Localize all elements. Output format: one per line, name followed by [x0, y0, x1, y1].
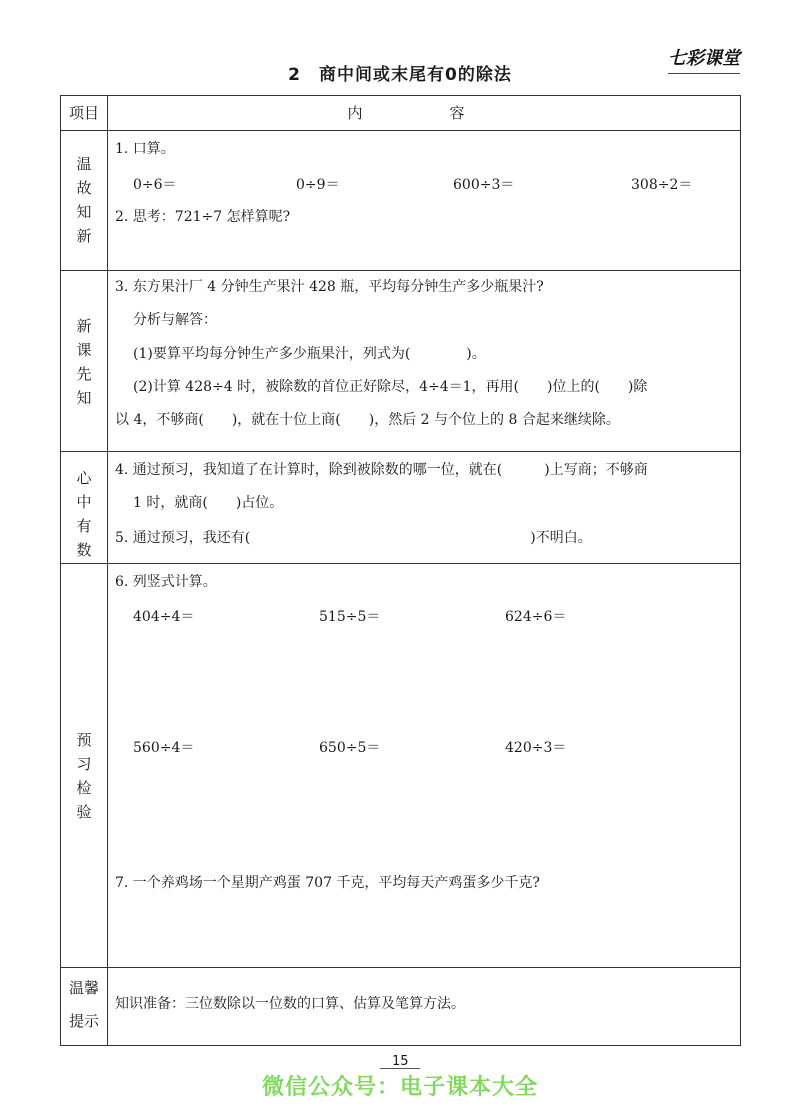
- calc-404: 404÷4＝: [133, 609, 195, 625]
- p2-line2: 以 4，不够商( )，就在十位上商( )，然后 2 与个位上的 8 合起来继续除。: [115, 412, 620, 428]
- page-number: 15: [392, 1054, 409, 1069]
- calc-4: 308÷2＝: [631, 177, 693, 193]
- p1-text: (1)要算平均每分钟生产多少瓶果汁，列式为( )。: [133, 346, 486, 362]
- p2-line1: (2)计算 428÷4 时，被除数的首位正好除尽，4÷4＝1，再用( )位上的( )除: [133, 379, 648, 395]
- calc-420: 420÷3＝: [505, 740, 567, 756]
- q7-text: 7. 一个养鸡场一个星期产鸡蛋 707 千克，平均每天产鸡蛋多少千克?: [115, 875, 540, 891]
- page-title: 2 商中间或末尾有0的除法: [288, 65, 512, 85]
- calc-624: 624÷6＝: [505, 609, 567, 625]
- q6-text: 6. 列竖式计算。: [115, 574, 217, 590]
- q1-text: 1. 口算。: [115, 141, 175, 157]
- header-item: 项目: [68, 104, 99, 122]
- calc-3: 600÷3＝: [453, 177, 515, 193]
- q5-text: 5. 通过预习，我还有( )不明白。: [115, 530, 592, 546]
- q4-line2: 1 时，就商( )占位。: [133, 495, 284, 511]
- label-review: 温 故 知 新: [76, 155, 92, 245]
- label-mind: 心 中 有 数: [76, 469, 92, 559]
- analysis-label: 分析与解答：: [133, 312, 217, 328]
- calc-1: 0÷6＝: [133, 177, 177, 193]
- label-preview: 新 课 先 知: [76, 317, 92, 407]
- label-tip-2: 提示: [68, 1012, 99, 1030]
- calc-650: 650÷5＝: [319, 740, 381, 756]
- q2-text: 2. 思考：721÷7 怎样算呢?: [115, 209, 291, 225]
- calc-560: 560÷4＝: [133, 740, 195, 756]
- calc-515: 515÷5＝: [319, 609, 381, 625]
- tip-text: 知识准备：三位数除以一位数的口算、估算及笔算方法。: [115, 996, 465, 1012]
- header-content: 内 容: [347, 104, 501, 122]
- q3-text: 3. 东方果汁厂 4 分钟生产果汁 428 瓶，平均每分钟生产多少瓶果汁?: [115, 279, 544, 295]
- calc-2: 0÷9＝: [296, 177, 340, 193]
- label-tip-1: 温馨: [68, 979, 99, 997]
- brand-logo: 七彩课堂: [668, 44, 740, 74]
- worksheet-table: [60, 95, 741, 1046]
- label-check: 预 习 检 验: [76, 731, 92, 821]
- q4-line1: 4. 通过预习，我知道了在计算时，除到被除数的哪一位，就在( )上写商；不够商: [115, 462, 648, 478]
- watermark: 微信公众号：电子课本大全: [261, 1075, 538, 1100]
